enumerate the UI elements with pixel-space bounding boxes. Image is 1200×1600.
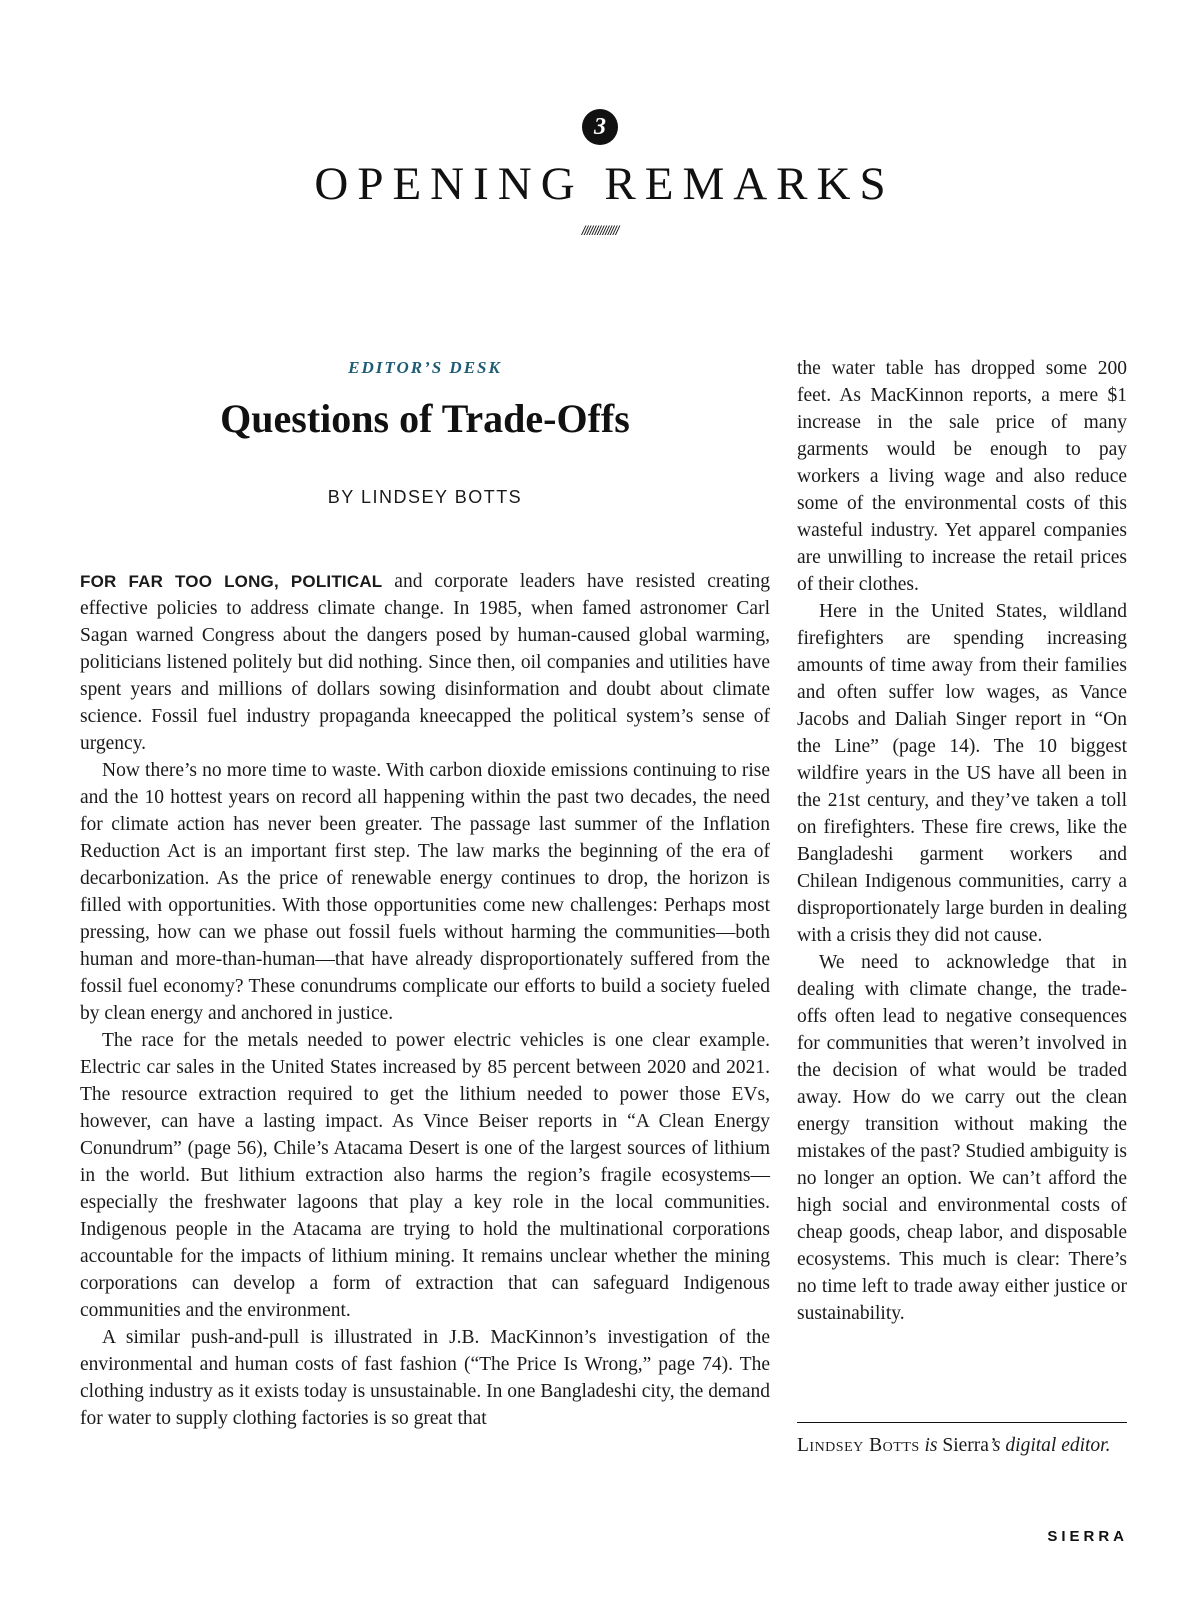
- article-body-right-column: [797, 355, 1127, 1327]
- author-bio: [797, 1432, 1127, 1460]
- bio-magazine-name: Sierra: [942, 1435, 989, 1456]
- page-number-badge: 3: [582, 109, 618, 145]
- section-title: OPENING REMARKS: [314, 158, 895, 210]
- article-byline: BY LINDSEY BOTTS: [327, 487, 523, 507]
- article-kicker: EDITOR’S DESK: [348, 358, 502, 377]
- article-headline: Questions of Trade-Offs: [220, 396, 630, 441]
- bio-divider: [797, 1422, 1127, 1423]
- footer-publication-name: SIERRA: [1047, 1528, 1128, 1545]
- article-paragraph: [80, 568, 770, 757]
- bio-is: is: [919, 1435, 943, 1456]
- article-paragraph: A similar push-and-pull is illustrated in J.B. MacKinnon’s investigation of the environmental and human costs of fast fashion (“The Price Is Wrong,” page 74). The clothing industry as it exists today is unsustainable. In one Bangladeshi city, the demand for water to supply clothing factories is so great that: [80, 1327, 770, 1429]
- bio-author-name: Lindsey Botts: [797, 1435, 920, 1456]
- article-paragraph: We need to acknowledge that in dealing with climate change, the trade-offs often lead to negative consequences for communities that weren’t involved in the decision of what would be traded away. How do we carry out the clean energy transition without making the mistakes of the past? Studied ambiguity is no longer an option. We can’t afford the high social and environmental costs of cheap goods, cheap labor, and disposable ecosystems. This much is clear: There’s no time left to trade away either justice or sustainability.: [797, 952, 1127, 1324]
- bio-role: ’s digital editor.: [988, 1435, 1111, 1456]
- paragraph-text: and corporate leaders have resisted creating effective policies to address climate change. In 1985, when famed astronomer Carl Sagan warned Congress about the dangers posed by human-caused global warming, politicians listened politely but did nothing. Since then, oil companies and utilities have spent years and millions of dollars sowing disinformation and doubt about climate science. Fossil fuel industry propaganda kneecapped the political system’s sense of urgency.: [80, 571, 770, 754]
- article-paragraph: Now there’s no more time to waste. With carbon dioxide emissions continuing to rise and the 10 hottest years on record all happening within the past two decades, the need for climate action has never been greater. The passage last summer of the Inflation Reduction Act is an important first step. The law marks the beginning of the era of decarbonization. As the price of renewable energy continues to drop, the horizon is filled with opportunities. With those opportunities come new challenges: Perhaps most pressing, how can we phase out fossil fuels without harming the communities—both human and more-than-human—that have already disproportionately suffered from the fossil fuel economy? These conundrums complicate our efforts to build a society fueled by clean energy and anchored in justice.: [80, 760, 770, 1024]
- section-ornament: //////////////: [581, 223, 619, 238]
- lead-in-text: FOR FAR TOO LONG, POLITICAL: [80, 572, 383, 591]
- article-paragraph: The race for the metals needed to power electric vehicles is one clear example. Electric car sales in the United States increased by 85 percent between 2020 and 2021. The resource extraction required to get the lithium needed to power those EVs, however, can have a lasting impact. As Vince Beiser reports in “A Clean Energy Conundrum” (page 56), Chile’s Atacama Desert is one of the largest sources of lithium in the world. But lithium extraction also harms the region’s fragile ecosystems—especially the freshwater lagoons that play a key role in the local communities. Indigenous people in the Atacama are trying to hold the multinational corporations accountable for the impacts of lithium mining. It remains unclear whether the mining corporations can develop a form of extraction that can safeguard Indigenous communities and the environment.: [80, 1030, 770, 1321]
- article-paragraph: Here in the United States, wildland firefighters are spending increasing amounts of time away from their families and often suffer low wages, as Vance Jacobs and Daliah Singer report in “On the Line” (page 14). The 10 biggest wildfire years in the US have all been in the 21st century, and they’ve taken a toll on firefighters. These fire crews, like the Bangladeshi garment workers and Chilean Indigenous communities, carry a disproportionately large burden in dealing with a crisis they did not cause.: [797, 601, 1127, 946]
- article-body-left-column: [80, 568, 770, 1432]
- article-paragraph: the water table has dropped some 200 feet. As MacKinnon reports, a mere $1 increase in the sale price of many garments would be enough to pay workers a living wage and also reduce some of the environmental costs of this wasteful industry. Yet apparel companies are unwilling to increase the retail prices of their clothes.: [797, 358, 1127, 595]
